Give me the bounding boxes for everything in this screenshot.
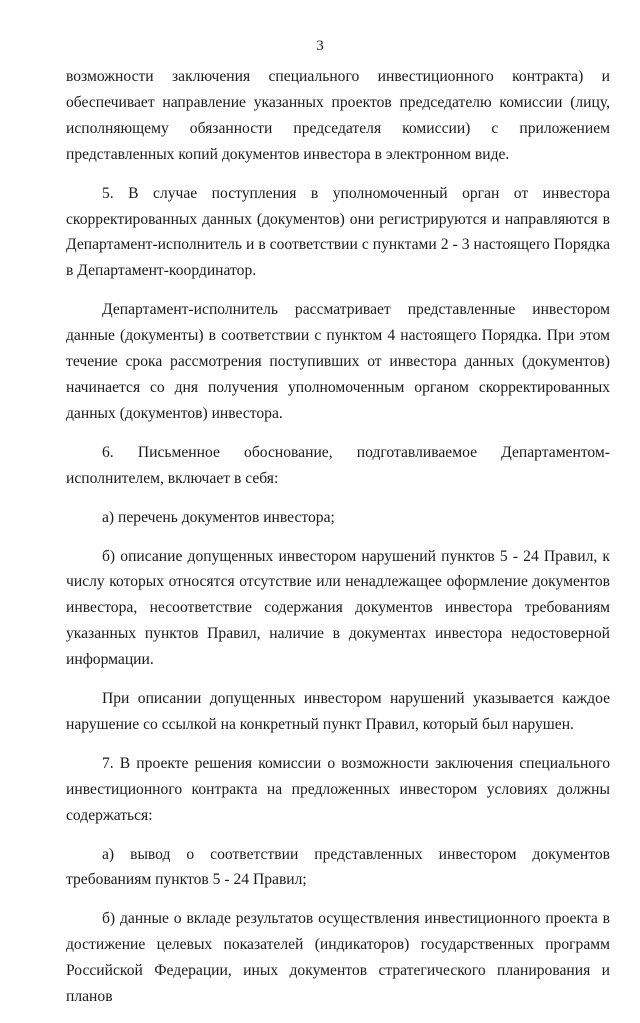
paragraph: б) описание допущенных инвестором нарушений пунктов 5 - 24 Правил, к числу которых относятся отсутствие или ненадлежащее оформление документов инвестора, несоответствие содержания документов инвестора требованиям указанных пунктов Правил, наличие в документах инвестора недостоверной информации. [66, 547, 610, 669]
paragraph: 6. Письменное обоснование, подготавливаемое Департаментом-исполнителем, включает в себя: [66, 443, 610, 487]
document-body [66, 64, 610, 1023]
paragraph: б) данные о вкладе результатов осуществления инвестиционного проекта в достижение целевых показателей (индикаторов) государственных программ Российской Федерации, иных документов стратегического планирования и планов [66, 910, 610, 1006]
paragraph: При описании допущенных инвестором нарушений указывается каждое нарушение со ссылкой на конкретный пункт Правил, который был нарушен. [66, 690, 610, 733]
paragraph: 7. В проекте решения комиссии о возможности заключения специального инвестиционного контракта на предложенных инвестором условиях должны содержаться: [66, 754, 610, 824]
paragraph: Департамент-исполнитель рассматривает представленные инвестором данные (документы) в соответствии с пунктом 4 настоящего Порядка. При этом течение срока рассмотрения поступивших от инвестора данных (документов) начинается со дня получения уполномоченным органом скорректированных данных (документов) инвестора. [66, 301, 610, 422]
paragraph: возможности заключения специального инвестиционного контракта) и обеспечивает направление указанных проектов председателю комиссии (лицу, исполняющему обязанности председателя комиссии) с приложением представленных копий документов инвестора в электронном виде. [66, 68, 610, 163]
paragraph: а) перечень документов инвестора; [102, 508, 335, 526]
page-number: 3 [316, 38, 324, 54]
paragraph: 5. В случае поступления в уполномоченный орган от инвестора скорректированных данных (документов) они регистрируются и направляются в Департамент-исполнитель и в соответствии с пунктами 2 - 3 настоящего Порядка в Департамент-координатор. [66, 184, 610, 280]
paragraph: а) вывод о соответствии представленных инвестором документов требованиям пунктов 5 - 24 Правил; [66, 845, 610, 889]
